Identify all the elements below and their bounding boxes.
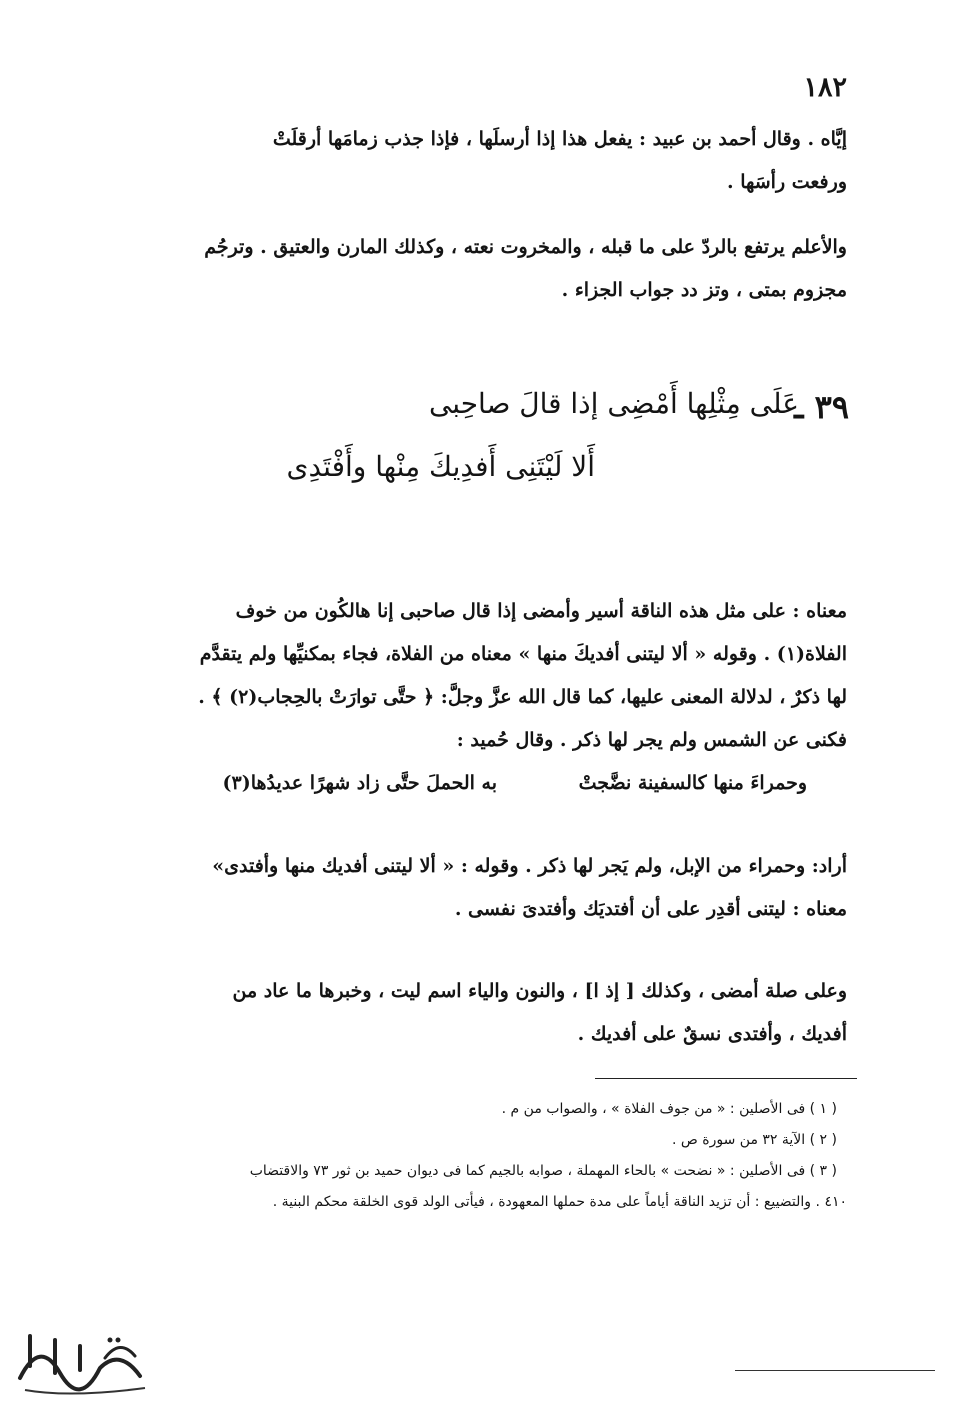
paragraph-3 <box>117 590 847 762</box>
footnote-divider <box>595 1078 857 1079</box>
calligraphy-stamp-icon <box>10 1318 160 1408</box>
poem-hemistich-first: وحمراءَ منها كالسفينة نضَّجتْ <box>578 772 807 794</box>
paragraph-line: مجزوم بمتى ، وتز دد جواب الجزاء . <box>561 279 847 301</box>
paragraph-line: فكنى عن الشمس ولم يجر لها ذكر . وقال حُميد : <box>456 729 847 751</box>
paragraph-line: معناه : على مثل هذه الناقة أسير وأمضى إذا قال صاحبى إنا هالكُون من خوف <box>235 600 847 622</box>
paragraph-line: الفلاة(١) . وقوله « ألا ليتنى أفديكَ منها » معناه من الفلاة، فجاء بمكنيِّها ولم يتقدَّم <box>199 643 847 665</box>
paragraph-2 <box>117 226 847 312</box>
verse-line-1: عَلَى مِثْلِها أَمْضِى إذا قالَ صاحِبى <box>428 387 799 420</box>
paragraph-line: ورفعت رأسَها . <box>726 171 847 193</box>
page-number: ١٨٢ <box>803 72 847 103</box>
footnote-1: ( ١ ) فى الأصلين : « من جوف الفلاة » ، والصواب من م . <box>501 1101 837 1117</box>
paragraph-line: أراد: وحمراء من الإبل، ولم يَجر لها ذكر . وقوله : « ألا ليتنى أفديك منها وأفتدى» <box>212 855 847 877</box>
footnote-3: ( ٣ ) فى الأصلين : « نضحت » بالحاء المهملة ، صوابه بالجيم كما فى ديوان حميد بن ثور ٧٣ والاقتضاب <box>249 1163 837 1179</box>
paragraph-5 <box>117 970 847 1056</box>
paragraph-line: أفديك ، وأفتدى نسقٌ على أفديك . <box>577 1023 847 1045</box>
footnotes <box>117 1094 847 1218</box>
paragraph-1 <box>117 118 847 204</box>
verse-line-2: أَلا لَيْتَنِى أَفدِيكَ مِنْها وأَفْتَدِى <box>286 450 595 483</box>
paragraph-line: إيَّاه . وقال أحمد بن عبيد : يفعل هذا إذا أرسلَها ، فإذا جذب زمامَها أرقلَتْ <box>272 128 847 150</box>
poem-hemistich-second: به الحملَ حتَّى زاد شهرًا عديدُها(٣) <box>222 772 497 794</box>
paragraph-line: والأعلم يرتفع بالردّ على ما قبله ، والمخروت نعته ، وكذلك المارن والعتيق . وترجُم <box>204 236 847 258</box>
library-stamp-logo <box>10 1318 160 1408</box>
paragraph-line: معناه : ليتنى أقدِر على أن أفتديَك وأفتدىَ نفسى . <box>454 898 847 920</box>
footnote-3-continued: ٤١٠ . والتضييع : أن تزيد الناقة أياماً على مدة حملها المعهودة ، فيأتى الولد قوى الخلقة محكم البنية . <box>272 1194 847 1210</box>
footnote-2: ( ٢ ) الآية ٣٢ من سورة ص . <box>672 1132 837 1148</box>
paragraph-line: لها ذكرٌ ، لدلالة المعنى عليها، كما قال الله عزَّ وجلَّ: ﴿ حتَّى توارَتْ بالحِجاب(٢) ﴾ . <box>198 686 847 708</box>
paragraph-4 <box>117 845 847 931</box>
bottom-rule <box>735 1370 935 1371</box>
verse-number: ٣٩ ـ <box>794 388 849 426</box>
paragraph-line: وعلى صلة أمضى ، وكذلك [ إذ ا] ، والنون والياء اسم ليت ، وخبرها ما عاد من <box>232 980 847 1002</box>
